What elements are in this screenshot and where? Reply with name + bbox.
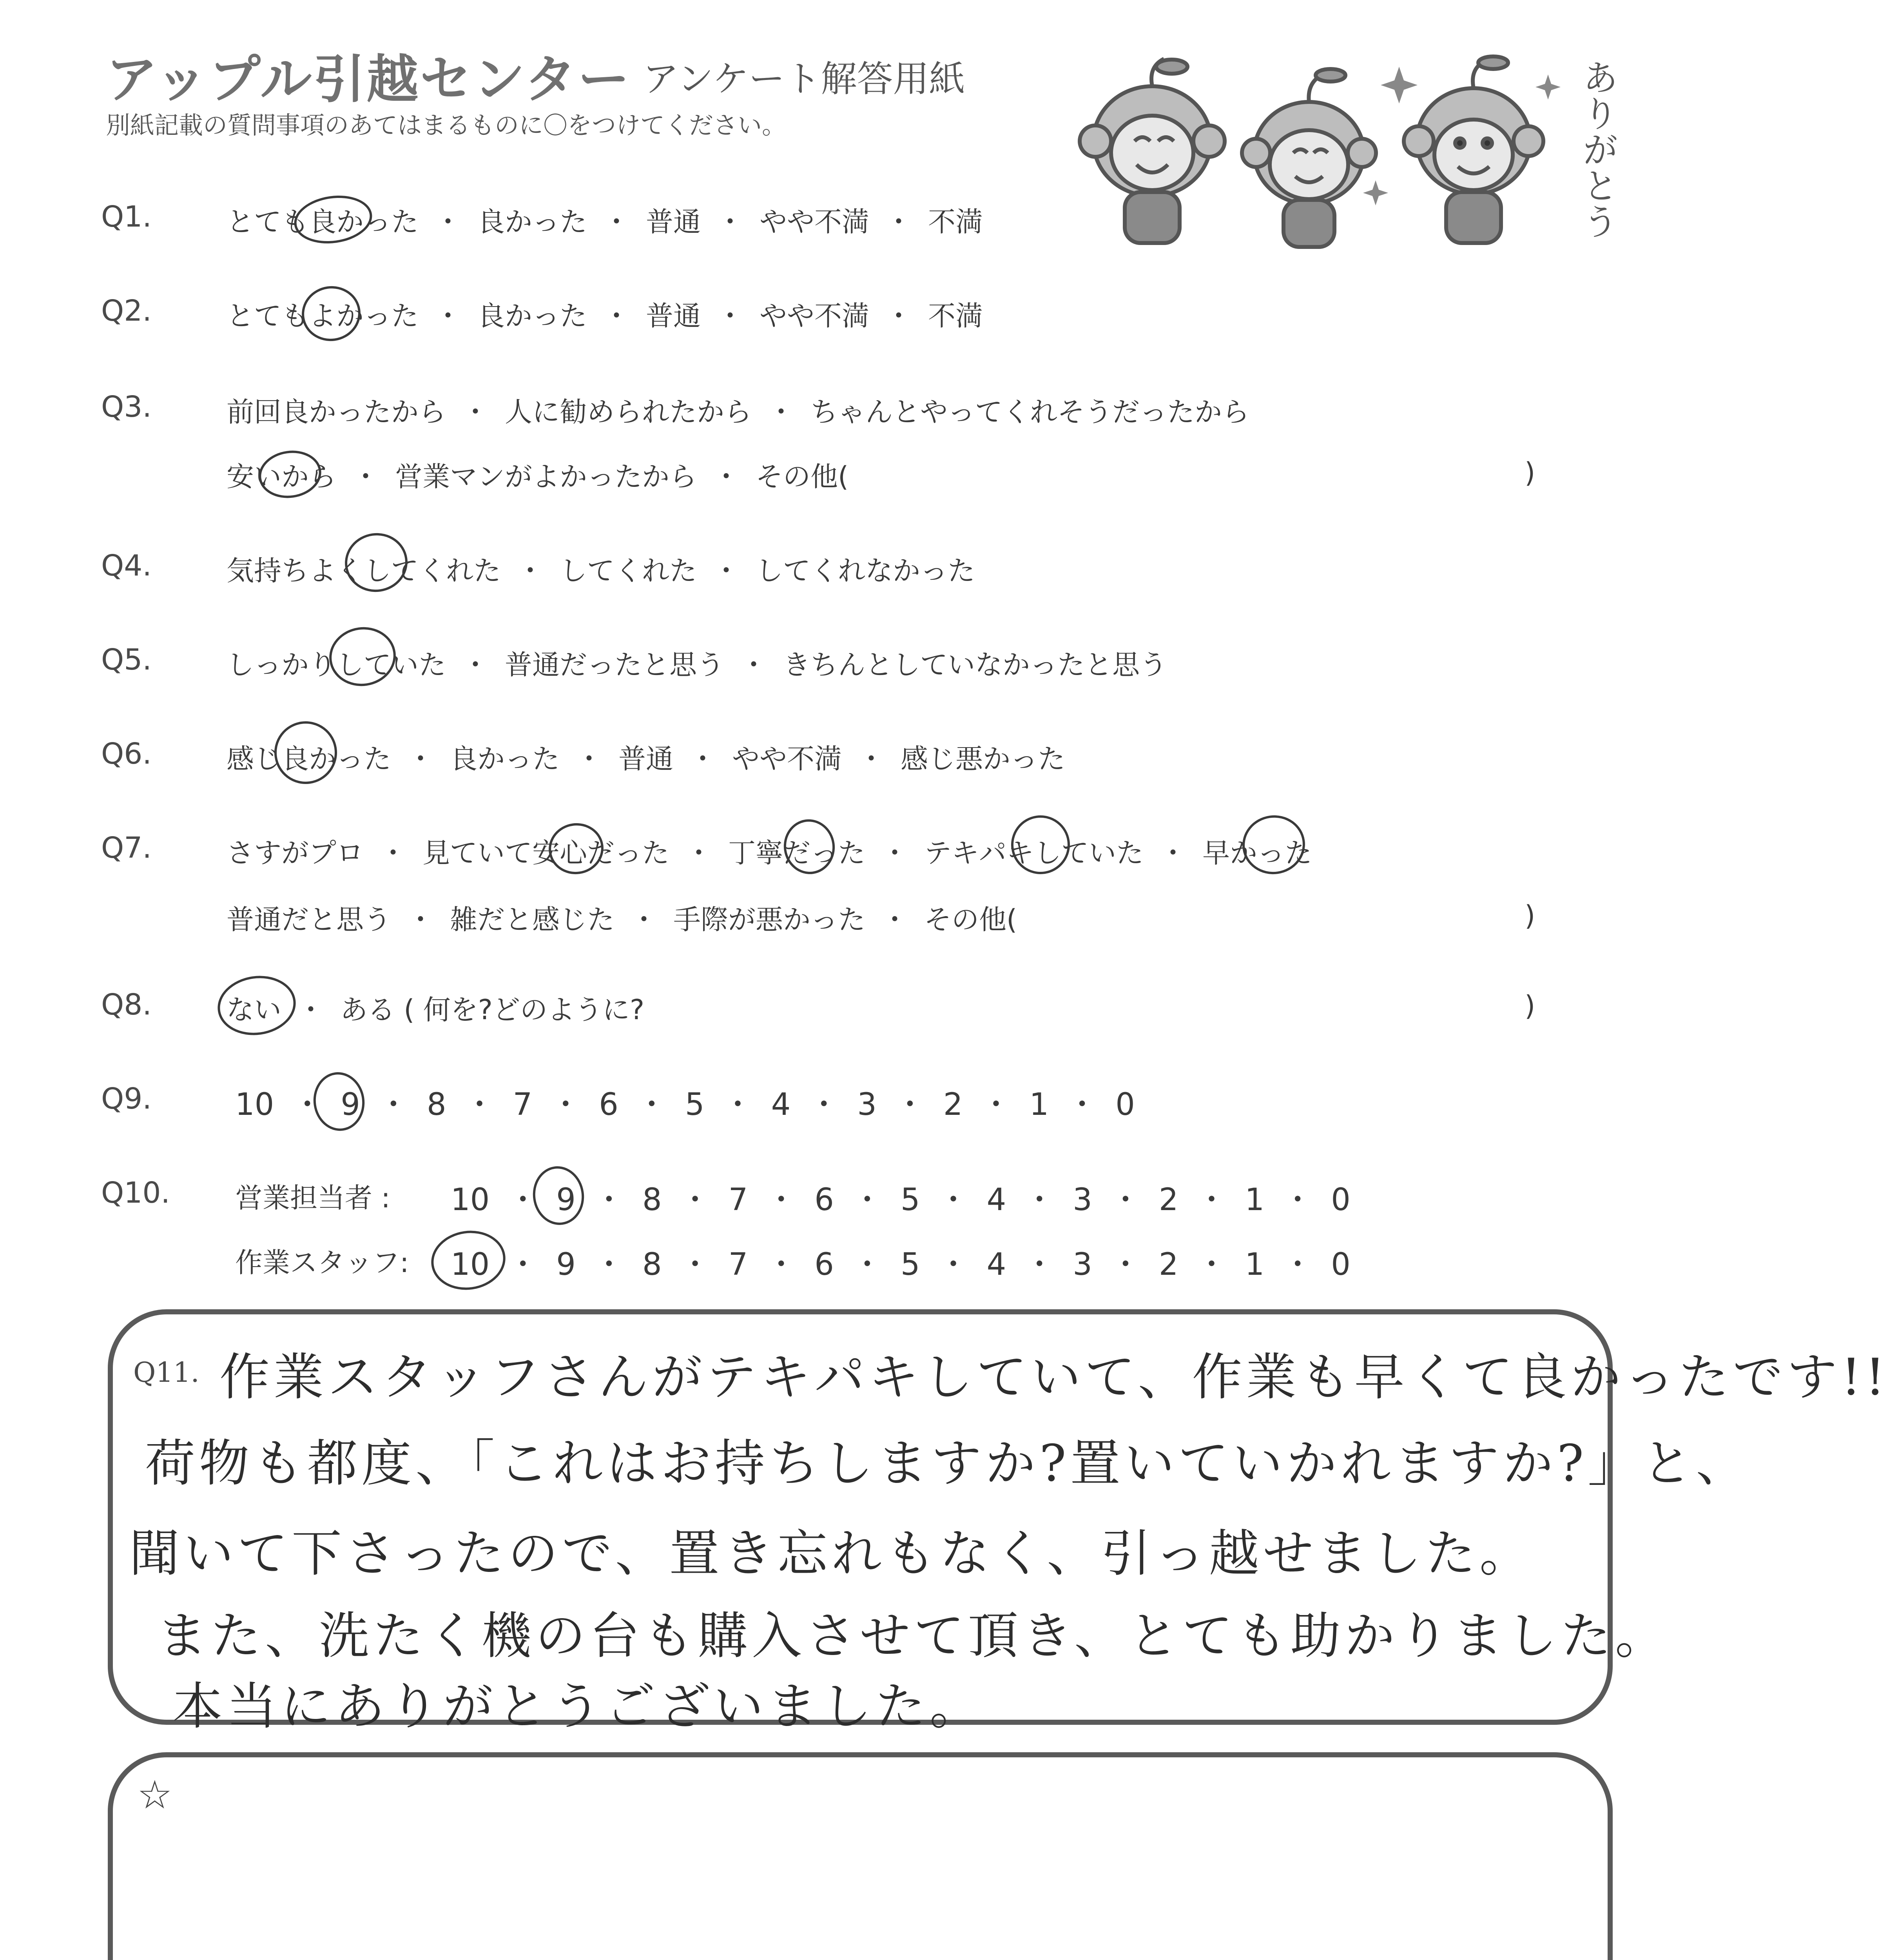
q10-sales-score[interactable]: 0 xyxy=(1331,1182,1351,1218)
q8-selection-circle xyxy=(214,971,300,1040)
q10-staff-selection-circle xyxy=(427,1226,509,1295)
q11-label: Q11. xyxy=(133,1356,199,1388)
q9-selection-circle xyxy=(310,1069,368,1134)
q1-option[interactable]: 不満 xyxy=(928,206,983,238)
q10-sales-score[interactable]: 5 xyxy=(900,1182,920,1218)
q10-staff-scale: 10 ・ 9 ・ 8 ・ 7 ・ 6 ・ 5 ・ 4 ・ 3 ・ 2 ・ 1 ・ 0 xyxy=(451,1247,1351,1282)
notes-box xyxy=(108,1752,1613,1960)
q10-staff-label: 作業スタッフ: xyxy=(235,1247,409,1279)
q7-paren-close: ) xyxy=(1525,900,1535,932)
q3-paren-close: ) xyxy=(1525,457,1535,489)
q4-label: Q4. xyxy=(101,549,152,583)
q8-option[interactable]: ない xyxy=(227,994,281,1026)
q10-staff-score[interactable]: 8 xyxy=(642,1247,662,1282)
star-icon: ☆ xyxy=(137,1772,172,1818)
q7-option[interactable]: 早かった xyxy=(1202,837,1312,869)
q10-staff-score[interactable]: 7 xyxy=(728,1247,748,1282)
q10-staff-score[interactable]: 4 xyxy=(986,1247,1006,1282)
q10-staff-score[interactable]: 6 xyxy=(814,1247,834,1282)
q1-selection-circle xyxy=(291,191,375,249)
q4-option[interactable]: してくれた xyxy=(560,555,697,587)
q10-staff-score[interactable]: 2 xyxy=(1158,1247,1178,1282)
q11-handwritten-line: 聞いて下さったので、置き忘れもなく、引っ越せました。 xyxy=(129,1524,1534,1583)
monkey-mascot-illustration xyxy=(1058,51,1568,255)
q10-staff-score[interactable]: 10 xyxy=(451,1247,490,1282)
q9-label: Q9. xyxy=(101,1082,152,1116)
q3-option[interactable]: ちゃんとやってくれそうだったから xyxy=(810,396,1249,428)
q9-score[interactable]: 10 xyxy=(235,1087,274,1122)
q7-option[interactable]: 雑だと感じた xyxy=(450,904,615,936)
q10-sales-score[interactable]: 1 xyxy=(1245,1182,1265,1218)
q10-sales-scale: 10 ・ 9 ・ 8 ・ 7 ・ 6 ・ 5 ・ 4 ・ 3 ・ 2 ・ 1 ・ 0 xyxy=(451,1182,1351,1218)
q9-score[interactable]: 6 xyxy=(599,1087,618,1122)
q2-option[interactable]: 普通 xyxy=(646,300,701,332)
q5-options: しっかりしていた ・ 普通だったと思う ・ きちんとしていなかったと思う xyxy=(227,649,1167,681)
q10-sales-score[interactable]: 6 xyxy=(814,1182,834,1218)
q2-option[interactable]: とてもよかった xyxy=(227,300,419,332)
q10-sales-score[interactable]: 7 xyxy=(728,1182,748,1218)
q6-option[interactable]: 感じ良かった xyxy=(227,743,391,775)
q10-sales-score[interactable]: 2 xyxy=(1158,1182,1178,1218)
q10-staff-score[interactable]: 3 xyxy=(1073,1247,1092,1282)
q7-option[interactable]: 丁寧だった xyxy=(728,837,865,869)
q3-option[interactable]: 前回良かったから xyxy=(227,396,446,428)
q6-label: Q6. xyxy=(101,737,152,771)
form-subtitle: アンケート解答用紙 xyxy=(643,58,965,100)
q10-staff-score[interactable]: 1 xyxy=(1245,1247,1265,1282)
q10-sales-label: 営業担当者 : xyxy=(235,1182,390,1214)
q5-label: Q5. xyxy=(101,643,152,677)
q1-option[interactable]: とても良かった xyxy=(227,206,419,238)
q1-label: Q1. xyxy=(101,200,152,234)
q8-paren-close: ) xyxy=(1525,990,1535,1022)
q9-scale: 10 ・ 9 ・ 8 ・ 7 ・ 6 ・ 5 ・ 4 ・ 3 ・ 2 ・ 1 ・ 0 xyxy=(235,1087,1135,1122)
q10-sales-score[interactable]: 8 xyxy=(642,1182,662,1218)
q6-selection-circle xyxy=(270,717,341,788)
q7-option[interactable]: さすがプロ xyxy=(227,837,364,869)
q3-options-line1: 前回良かったから ・ 人に勧められたから ・ ちゃんとやってくれそうだったから xyxy=(227,396,1249,428)
q3-option[interactable]: 人に勧められたから xyxy=(505,396,752,428)
q9-score[interactable]: 3 xyxy=(857,1087,877,1122)
q9-score[interactable]: 1 xyxy=(1029,1087,1049,1122)
q2-options: とてもよかった ・ 良かった ・ 普通 ・ やや不満 ・ 不満 xyxy=(227,300,983,332)
q5-option[interactable]: しっかりしていた xyxy=(227,649,446,681)
q7-label: Q7. xyxy=(101,831,152,865)
q3-option[interactable]: 営業マンがよかったから xyxy=(395,461,697,493)
brand-title: アップル引越センター xyxy=(106,49,631,110)
q4-option[interactable]: してくれなかった xyxy=(756,555,975,587)
q11-handwritten-line: 本当にありがとうございました。 xyxy=(172,1677,984,1736)
q6-option[interactable]: 良かった xyxy=(450,743,560,775)
q10-sales-score[interactable]: 9 xyxy=(556,1182,576,1218)
q2-option[interactable]: 良かった xyxy=(477,300,587,332)
q6-options: 感じ良かった ・ 良かった ・ 普通 ・ やや不満 ・ 感じ悪かった xyxy=(227,743,1065,775)
q2-option[interactable]: 不満 xyxy=(928,300,983,332)
q10-sales-score[interactable]: 10 xyxy=(451,1182,490,1218)
q10-staff-score[interactable]: 9 xyxy=(556,1247,576,1282)
q10-staff-score[interactable]: 5 xyxy=(900,1247,920,1282)
q2-selection-circle xyxy=(298,282,364,345)
q2-option[interactable]: やや不満 xyxy=(760,300,869,332)
q2-label: Q2. xyxy=(101,294,152,328)
q1-option[interactable]: 良かった xyxy=(477,206,587,238)
q1-options: とても良かった ・ 良かった ・ 普通 ・ やや不満 ・ 不満 xyxy=(227,206,983,238)
q11-handwritten-line: 荷物も都度、「これはお持ちしますか?置いていかれますか?」と、 xyxy=(145,1434,1750,1493)
q7-options-line1: さすがプロ ・ 見ていて安心だった ・ 丁寧だった ・ テキパキしていた ・ 早かった xyxy=(227,837,1312,869)
q7-option[interactable]: 手際が悪かった xyxy=(673,904,865,936)
q3-option[interactable]: 安いから xyxy=(227,461,336,493)
q6-option[interactable]: 感じ悪かった xyxy=(901,743,1065,775)
q7-option[interactable]: 普通だと思う xyxy=(227,904,391,936)
q9-score[interactable]: 9 xyxy=(341,1087,360,1122)
q7-option[interactable]: テキパキしていた xyxy=(924,837,1144,869)
q7-options-line2: 普通だと思う ・ 雑だと感じた ・ 手際が悪かった ・ その他( xyxy=(227,904,1017,936)
q1-option[interactable]: やや不満 xyxy=(760,206,869,238)
q8-options: ない ・ ある ( 何を?どのように? xyxy=(227,994,645,1026)
q4-options: 気持ちよくしてくれた ・ してくれた ・ してくれなかった xyxy=(227,555,975,587)
q10-sales-score[interactable]: 4 xyxy=(986,1182,1006,1218)
q7-option[interactable]: 見ていて安心だった xyxy=(422,837,669,869)
q10-staff-score[interactable]: 0 xyxy=(1331,1247,1351,1282)
q9-score[interactable]: 7 xyxy=(513,1087,533,1122)
q3-label: Q3. xyxy=(101,390,152,424)
q9-score[interactable]: 4 xyxy=(771,1087,791,1122)
q10-sales-score[interactable]: 3 xyxy=(1073,1182,1092,1218)
q11-handwritten-line: また、洗たく機の台も購入させて頂き、とても助かりました。 xyxy=(157,1607,1669,1665)
q1-option[interactable]: 普通 xyxy=(646,206,701,238)
q7-option[interactable]: その他( xyxy=(924,904,1017,936)
q10-label: Q10. xyxy=(101,1176,170,1210)
q3-options-line2: 安いから ・ 営業マンがよかったから ・ その他( xyxy=(227,461,849,493)
q5-option[interactable]: きちんとしていなかったと思う xyxy=(783,649,1167,681)
q11-handwritten-line: 作業スタッフさんがテキパキしていて、作業も早くて良かったです!! xyxy=(219,1348,1889,1406)
q8-option[interactable]: ある ( 何を?どのように? xyxy=(340,994,645,1026)
q9-score[interactable]: 8 xyxy=(426,1087,446,1122)
q9-score[interactable]: 5 xyxy=(685,1087,705,1122)
q9-score[interactable]: 0 xyxy=(1115,1087,1135,1122)
q3-option[interactable]: その他( xyxy=(756,461,849,493)
q8-label: Q8. xyxy=(101,988,152,1022)
q4-option[interactable]: 気持ちよくしてくれた xyxy=(227,555,501,587)
q6-option[interactable]: 普通 xyxy=(618,743,673,775)
q5-option[interactable]: 普通だったと思う xyxy=(505,649,724,681)
q6-option[interactable]: やや不満 xyxy=(732,743,842,775)
q9-score[interactable]: 2 xyxy=(943,1087,963,1122)
instruction-text: 別紙記載の質問事項のあてはまるものに〇をつけてください。 xyxy=(106,111,787,140)
thanks-caption: ありがとう xyxy=(1577,59,1619,239)
